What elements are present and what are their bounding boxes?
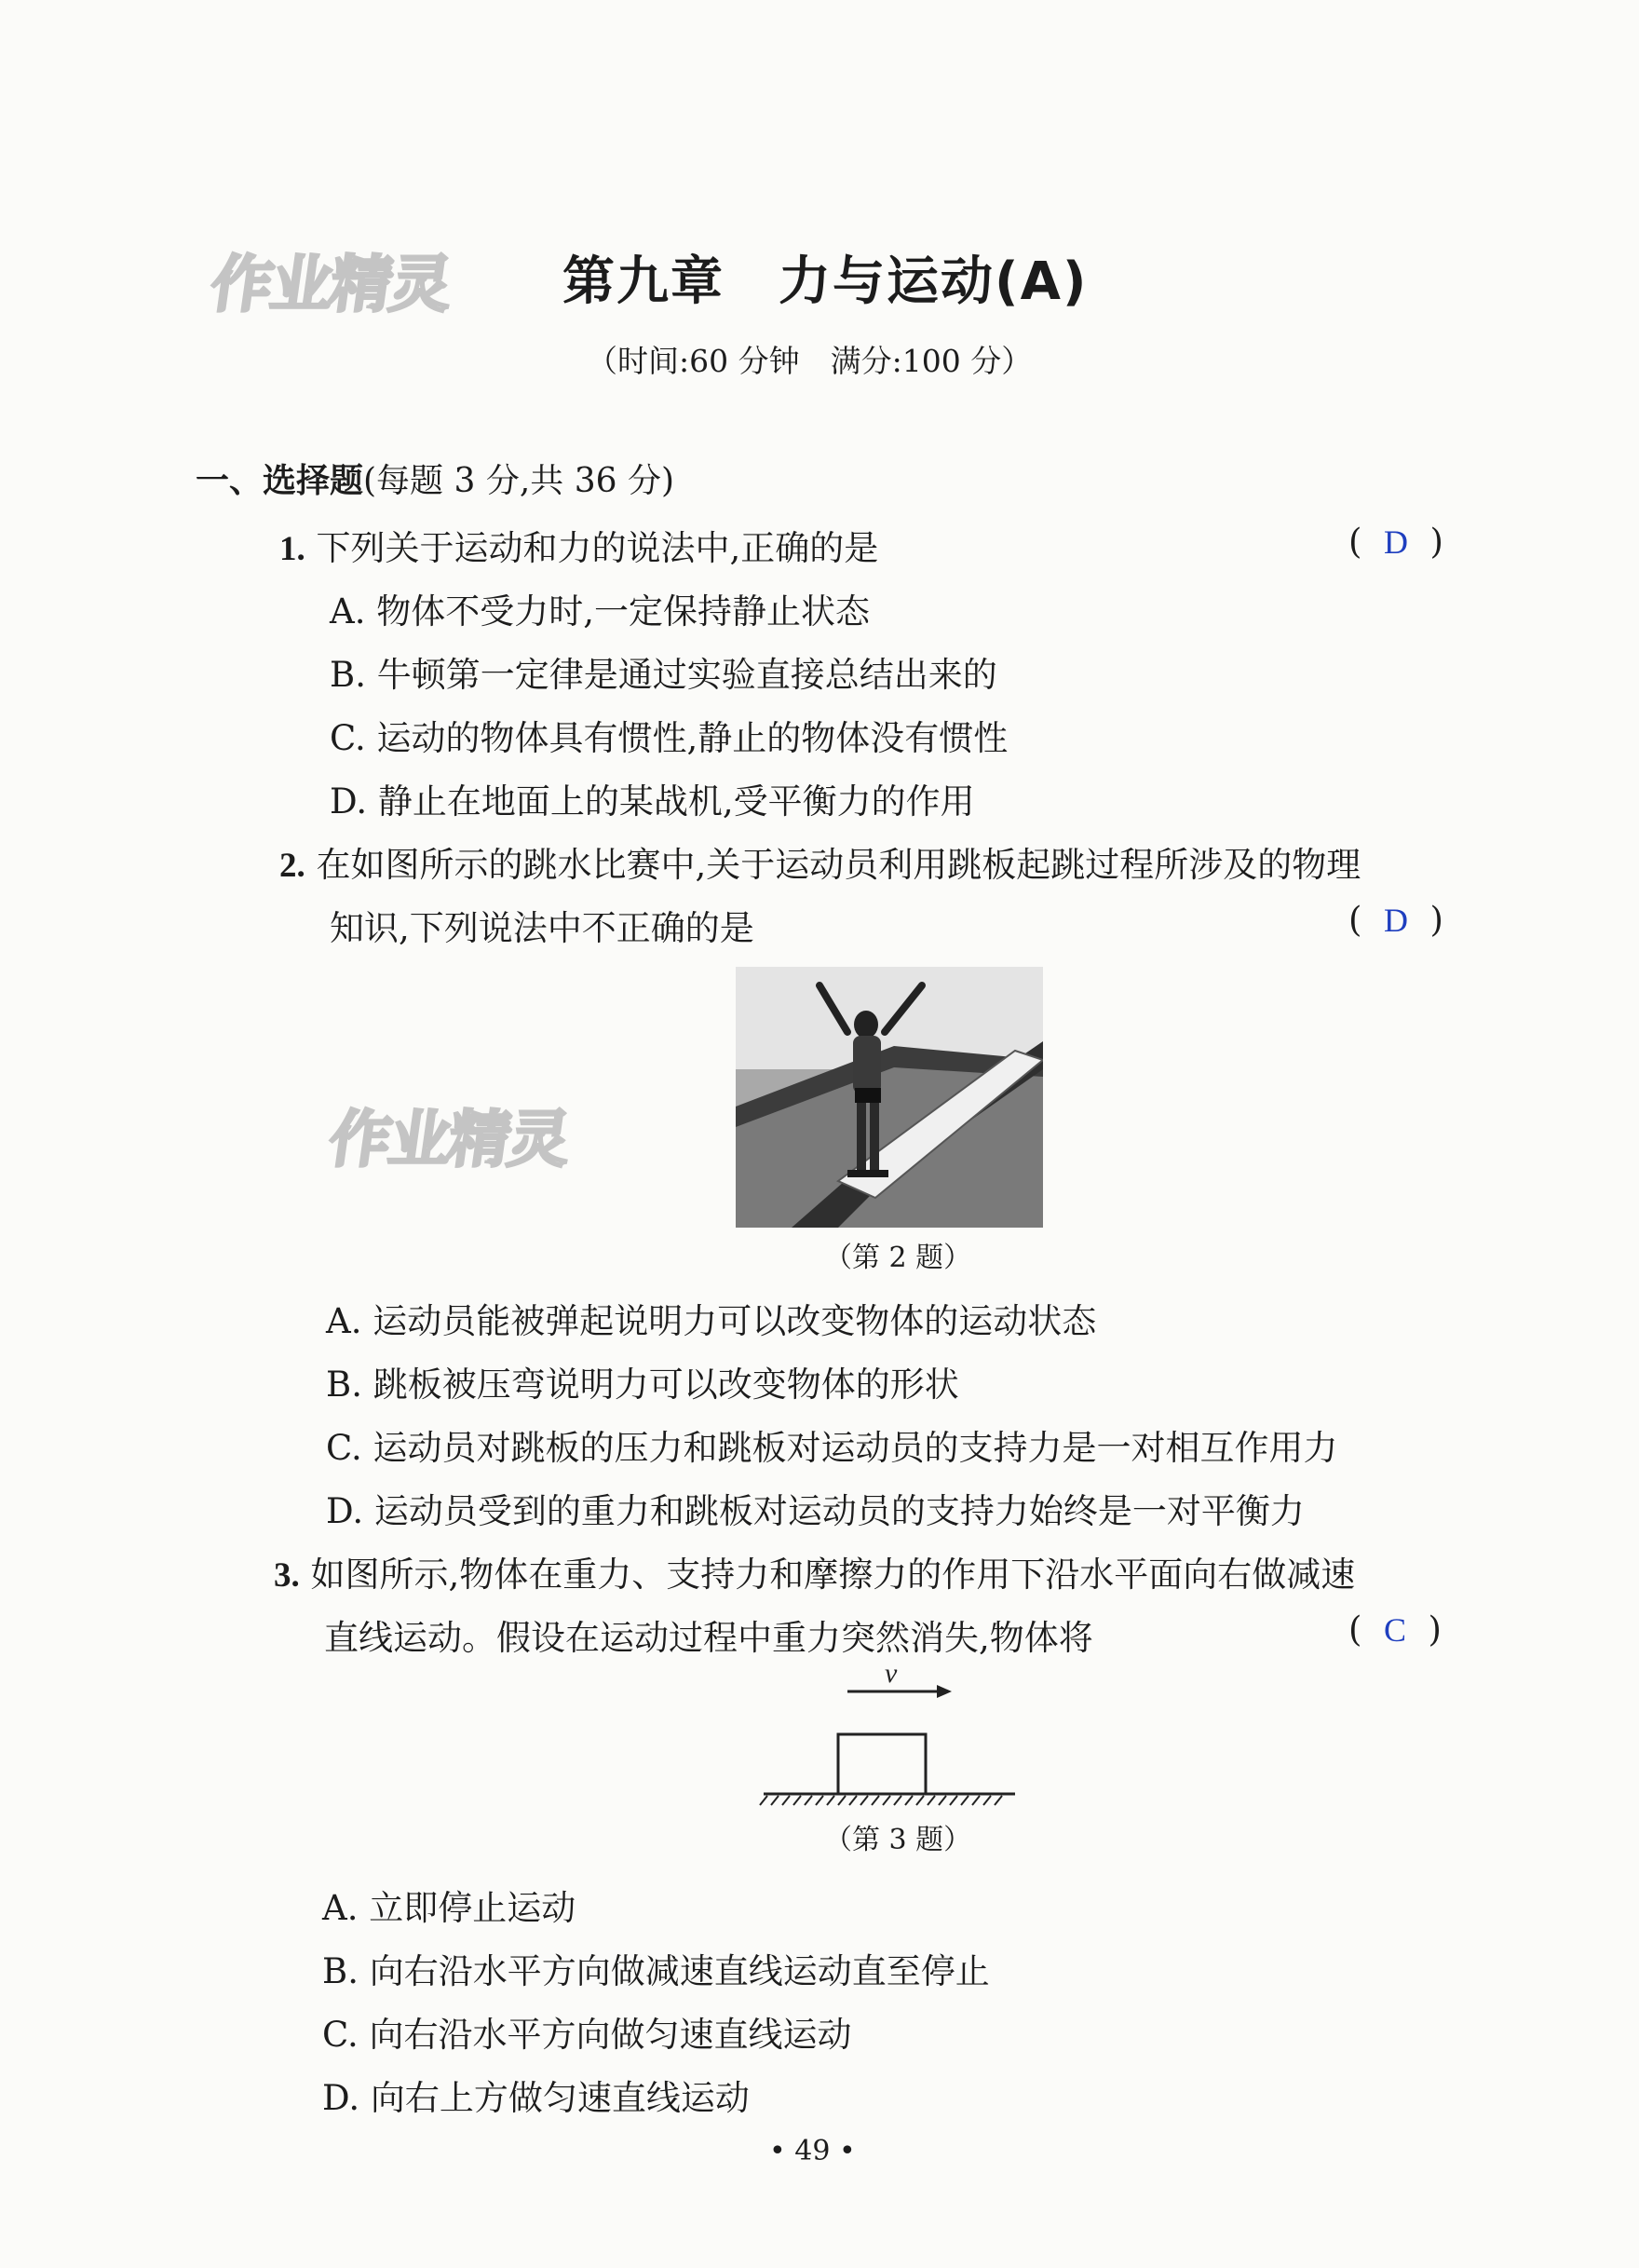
- section-label: 一、选择题: [196, 462, 364, 500]
- q3-option-b: B. 向右沿水平方向做减速直线运动直至停止: [322, 1951, 990, 1991]
- hatch-mark: [883, 1796, 890, 1805]
- hatch-mark: [894, 1796, 901, 1805]
- question-1-stem: [279, 520, 878, 570]
- q2-option-d: D. 运动员受到的重力和跳板对运动员的支持力始终是一对平衡力: [326, 1491, 1305, 1531]
- question-2-stem: [279, 836, 1361, 887]
- hatch-mark: [793, 1796, 801, 1805]
- watermark-middle: 作业精灵: [324, 1104, 574, 1175]
- hatch-mark: [939, 1796, 946, 1805]
- question-3-stem: [274, 1546, 1355, 1596]
- answer-letter-3: C: [1383, 1611, 1406, 1649]
- diver-head: [854, 1011, 878, 1039]
- answer-bracket-2: ( D ): [1348, 900, 1443, 940]
- q3-option-d: D. 向右上方做匀速直线运动: [322, 2078, 750, 2118]
- answer-letter-1: D: [1383, 523, 1408, 561]
- hatch-mark: [950, 1796, 957, 1805]
- q3-option-c: C. 向右沿水平方向做匀速直线运动: [322, 2015, 852, 2055]
- hatch-mark: [760, 1796, 767, 1805]
- q2-option-b: B. 跳板被压弯说明力可以改变物体的形状: [326, 1365, 959, 1405]
- diver-swimsuit: [855, 1088, 881, 1103]
- watermark-top: 作业精灵: [206, 249, 455, 320]
- answer-letter-2: D: [1383, 902, 1408, 939]
- figure-3-caption: （第 3 题）: [824, 1824, 972, 1856]
- hatch-mark: [972, 1796, 980, 1805]
- hatch-mark: [771, 1796, 779, 1805]
- diver-torso: [853, 1036, 881, 1093]
- q2-option-c: C. 运动员对跳板的压力和跳板对运动员的支持力是一对相互作用力: [326, 1428, 1338, 1468]
- section-note: (每题 3 分,共 36 分): [363, 462, 675, 500]
- hatch-mark: [782, 1796, 790, 1805]
- ground-hatching: [760, 1796, 1002, 1805]
- question-2-stem-line-2: 知识,下列说法中不正确的是: [330, 908, 754, 948]
- q1-option-b: B. 牛顿第一定律是通过实验直接总结出来的: [330, 655, 997, 695]
- block-object: [838, 1734, 926, 1794]
- question-text: 下列关于运动和力的说法中,正确的是: [316, 528, 879, 568]
- hatch-mark: [838, 1796, 846, 1805]
- answer-bracket-3: ( C ): [1348, 1609, 1442, 1650]
- diver-left-leg: [857, 1103, 866, 1174]
- q1-option-d: D. 静止在地面上的某战机,受平衡力的作用: [330, 781, 975, 822]
- velocity-label: v: [885, 1660, 898, 1689]
- question-number: 3.: [274, 1556, 300, 1595]
- q3-option-a: A. 立即停止运动: [322, 1888, 576, 1928]
- hatch-mark: [995, 1796, 1002, 1805]
- question-number: 1.: [279, 530, 305, 568]
- velocity-arrow-head: [937, 1685, 952, 1698]
- page-subtitle: （时间:60 分钟 满分:100 分）: [587, 343, 1033, 379]
- q1-option-a: A. 物体不受力时,一定保持静止状态: [330, 591, 871, 632]
- question-text: 如图所示,物体在重力、支持力和摩擦力的作用下沿水平面向右做减速: [310, 1555, 1356, 1595]
- hatch-mark: [961, 1796, 968, 1805]
- question-3-stem-line-2: 直线运动。假设在运动过程中重力突然消失,物体将: [324, 1618, 1093, 1658]
- figure-2-caption: （第 2 题）: [824, 1242, 972, 1274]
- hatch-mark: [860, 1796, 868, 1805]
- question-text: 在如图所示的跳水比赛中,关于运动员利用跳板起跳过程所涉及的物理: [316, 845, 1361, 885]
- hatch-mark: [916, 1796, 924, 1805]
- hatch-mark: [805, 1796, 812, 1805]
- diver-feet: [847, 1170, 888, 1177]
- hatch-mark: [816, 1796, 823, 1805]
- diver-right-leg: [870, 1103, 879, 1174]
- hatch-mark: [827, 1796, 834, 1805]
- block-motion-figure: [754, 1660, 1024, 1809]
- hatch-mark: [983, 1796, 991, 1805]
- answer-bracket-1: ( D ): [1348, 522, 1443, 562]
- hatch-mark: [872, 1796, 879, 1805]
- diving-board-figure: [736, 967, 1043, 1228]
- hatch-mark: [905, 1796, 913, 1805]
- hatch-mark: [928, 1796, 935, 1805]
- page-title: 第九章 力与运动(A): [562, 251, 1089, 312]
- q1-option-c: C. 运动的物体具有惯性,静止的物体没有惯性: [330, 718, 1009, 758]
- section-header: [196, 455, 674, 502]
- q2-option-a: A. 运动员能被弹起说明力可以改变物体的运动状态: [326, 1301, 1097, 1341]
- page-number: • 49 •: [769, 2135, 856, 2167]
- hatch-mark: [849, 1796, 857, 1805]
- question-number: 2.: [279, 847, 305, 885]
